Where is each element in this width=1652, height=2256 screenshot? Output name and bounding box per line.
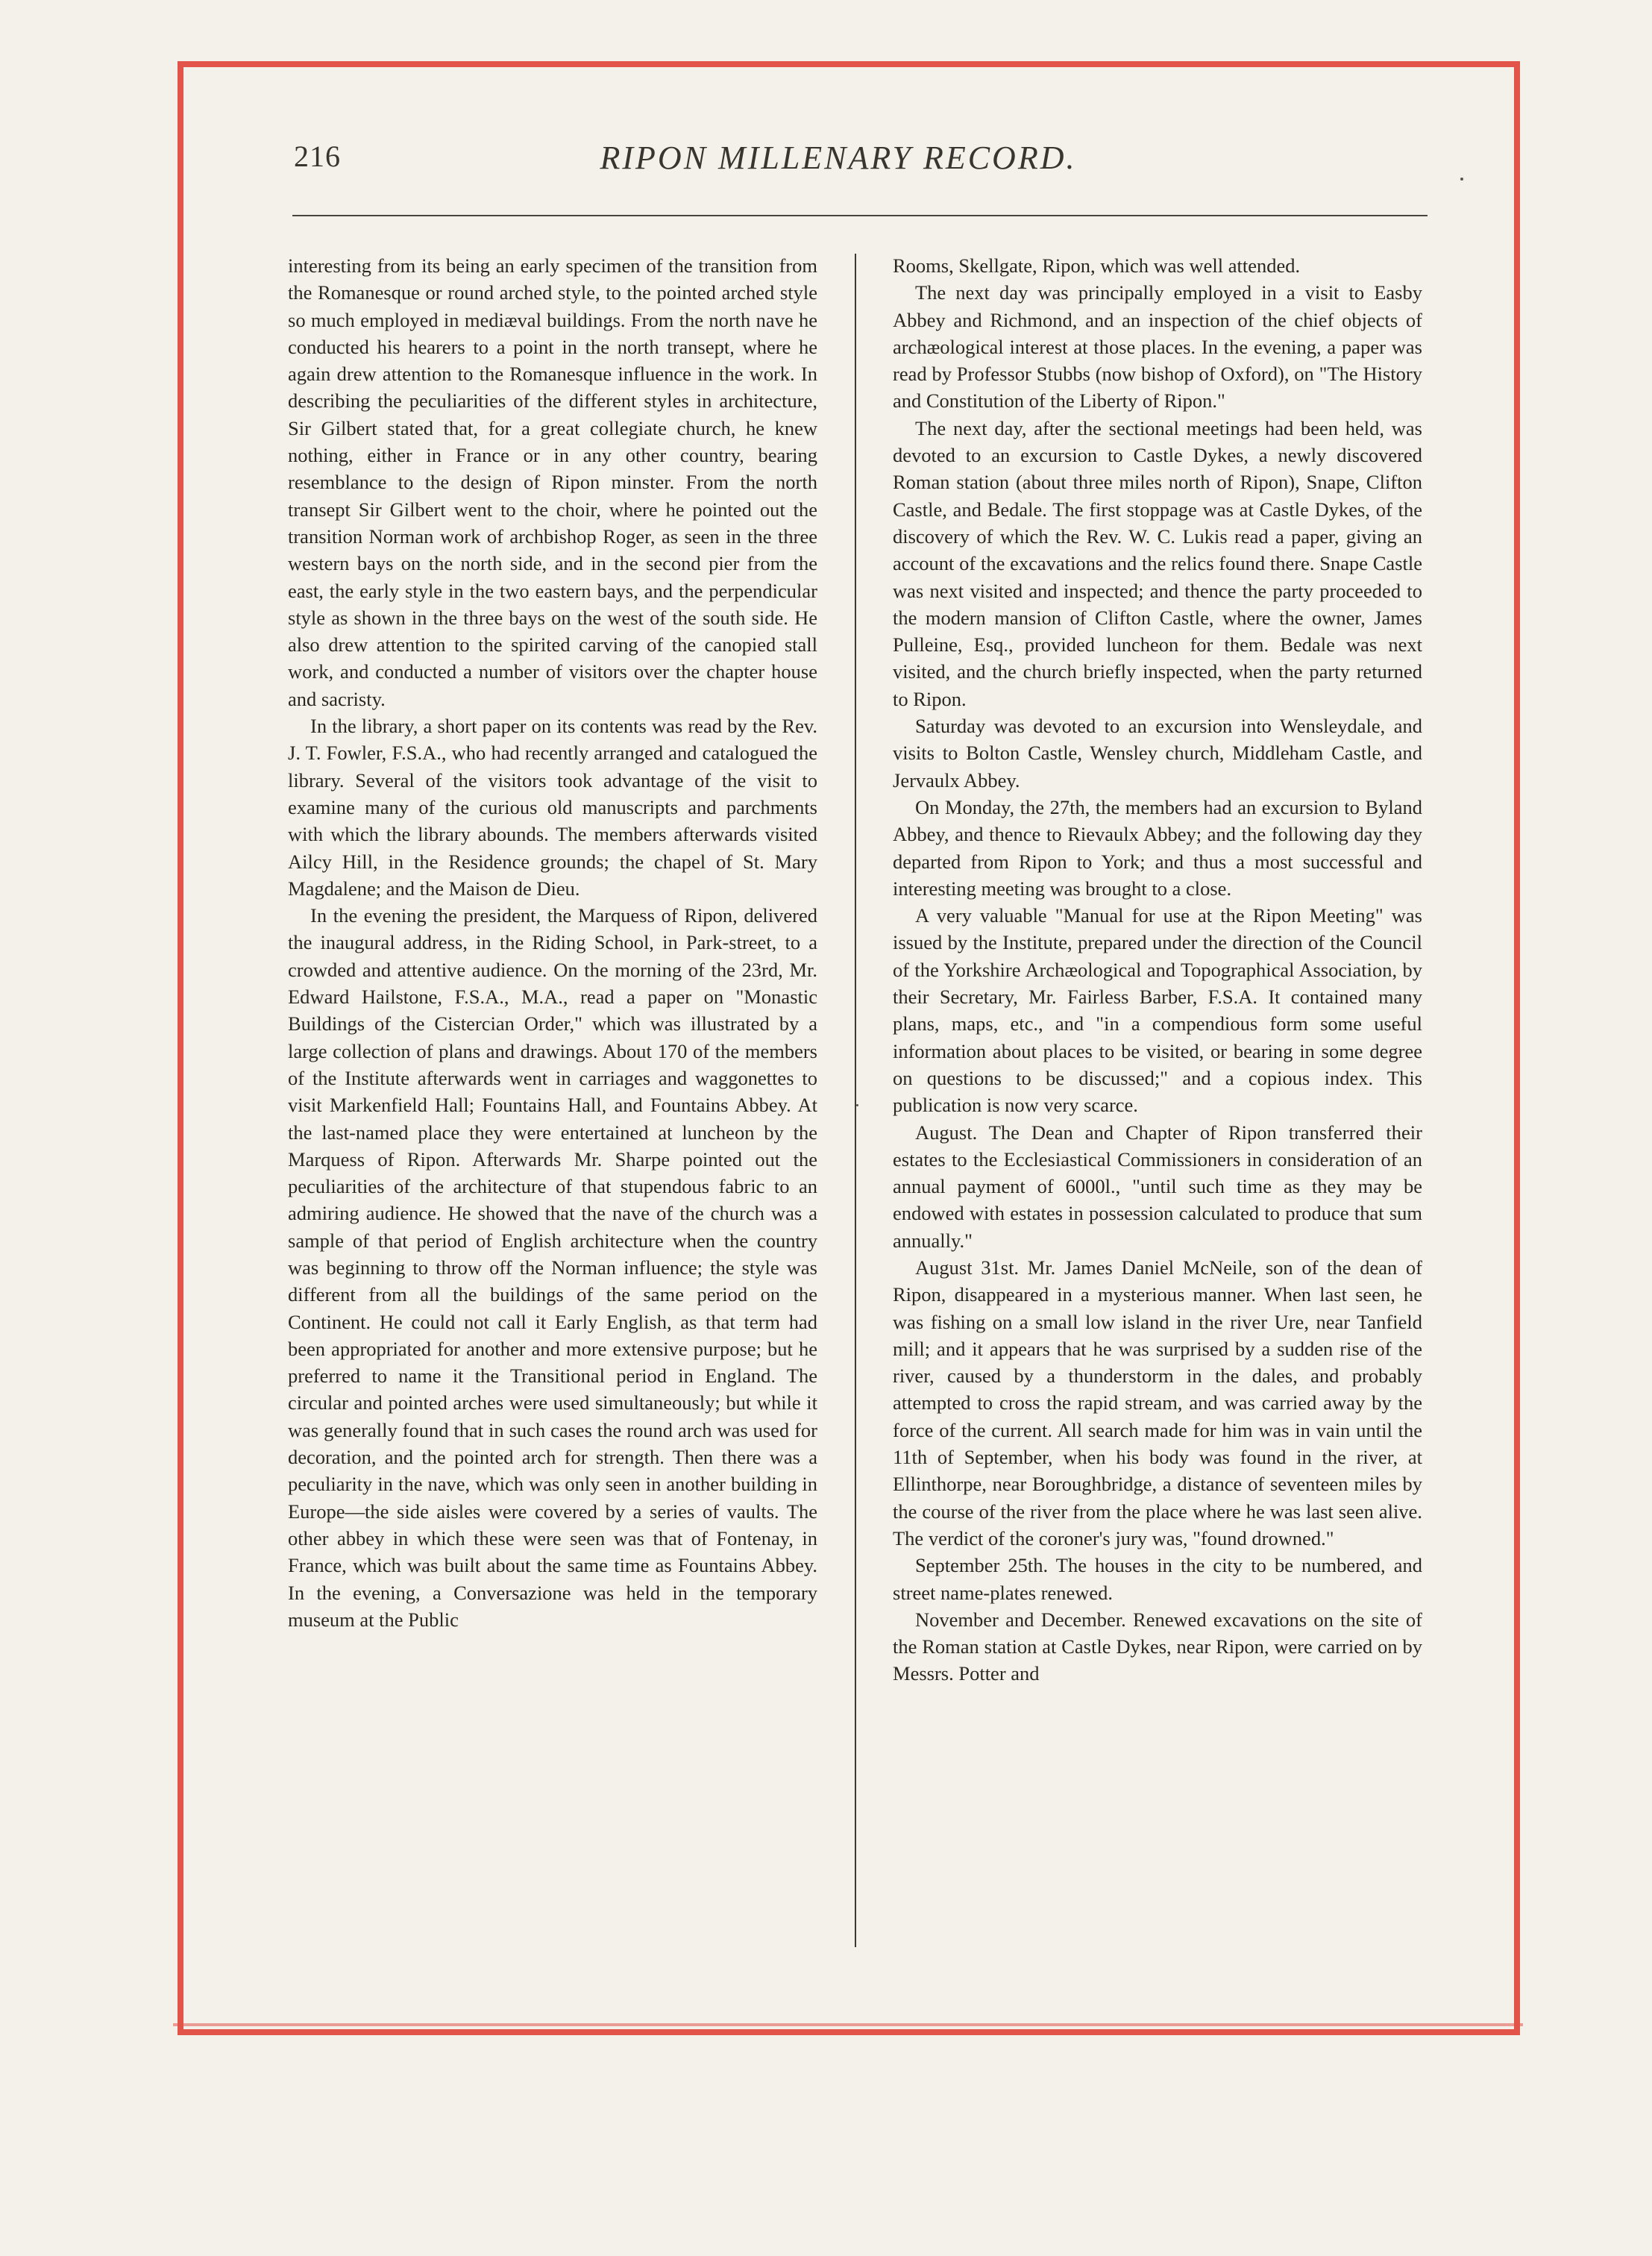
right-column bbox=[893, 252, 1422, 1688]
paragraph: Rooms, Skellgate, Ripon, which was well attended. bbox=[893, 254, 1301, 277]
paragraph: September 25th. The houses in the city to be numbered, and street name-plates renewed. bbox=[893, 1554, 1422, 1604]
paragraph: The next day, after the sectional meetings had been held, was devoted to an excursion to Castle Dykes, a newly discovered Roman station (about three miles north of Ripon), Snape, Clifton Castle, and Bedale. The first stoppage was at Castle Dykes, of the discovery of which the Rev. W. C. Lukis read a paper, giving an account of the excavations and the relics found there. Snape Castle was next visited and inspected; and thence the party proceeded to the modern mansion of Clifton Castle, where the owner, James Pulleine, Esq., provided luncheon for them. Bedale was next visited, and the church briefly inspected, when the party returned to Ripon. bbox=[893, 416, 1422, 710]
paragraph: On Monday, the 27th, the members had an excursion to Byland Abbey, and thence to Rievaulx Abbey; and the following day they departed from Ripon to York; and thus a most successful and interesting meeting was brought to a close. bbox=[893, 795, 1422, 900]
page-header bbox=[294, 139, 1428, 191]
paragraph: interesting from its being an early specimen of the transition from the Romanesque or round arched style, to the pointed arched style so much employed in mediæval buildings. From the north nave he conducted his hearers to a point in the north transept, where he again drew attention to the Romanesque influence in the work. In describing the peculiarities of the different styles in architecture, Sir Gilbert stated that, for a great collegiate church, he knew nothing, either in France or in any other country, bearing resemblance to the design of Ripon minster. From the north transept Sir Gilbert went to the choir, where he pointed out the transition Norman work of archbishop Roger, as seen in the three western bays on the north side, and in the second pier from the east, the early style in the two eastern bays, and the perpendicular style as shown in the three bays on the west of the south side. He also drew attention to the spirited carving of the canopied stall work, and conducted a number of visitors over the chapter house and sacristy. bbox=[288, 254, 817, 710]
paragraph: In the evening the president, the Marquess of Ripon, delivered the inaugural address, in the Riding School, in Park-street, to a crowded and attentive audience. On the morning of the 23rd, Mr. Edward Hailstone, F.S.A., M.A., read a paper on "Monastic Buildings of the Cistercian Order," which was illustrated by a large collection of plans and drawings. About 170 of the members of the Institute afterwards went in carriages and waggonettes to visit Markenfield Hall; Fountains Hall, and Fountains Abbey. At the last-named place they were entertained at luncheon by the Marquess of Ripon. Afterwards Mr. Sharpe pointed out the peculiarities of the architecture of that stupendous fabric to an admiring audience. He showed that the nave of the church was a sample of that period of English architecture when the country was beginning to throw off the Norman influence; the style was different from all the buildings of the same period on the Continent. He could not call it Early English, as that term had been appropriated for another and more extensive purpose; but he preferred to name it the Transitional period in England. The circular and pointed arches were used simultaneously; but while it was generally found that in such cases the round arch was used for decoration, and the pointed arch for strength. Then there was a peculiarity in the nave, which was only seen in another building in Europe—the side aisles were covered by a series of vaults. The other abbey in which these were seen was that of Fontenay, in France, which was built about the same time as Fountains Abbey. In the evening, a Conversazione was held in the temporary museum at the Public bbox=[288, 904, 817, 1631]
running-title: RIPON MILLENARY RECORD. bbox=[600, 140, 1077, 176]
paragraph: A very valuable "Manual for use at the Ripon Meeting" was issued by the Institute, prepared under the direction of the Council of the Yorkshire Archæological and Topographical Association, by their Secretary, Mr. Fairless Barber, F.S.A. It contained many plans, maps, etc., and "in a compendious form some useful information about places to be visited, or bearing in some degree on questions to be discussed;" and a copious index. This publication is now very scarce. bbox=[893, 904, 1422, 1117]
paragraph: Saturday was devoted to an excursion into Wensleydale, and visits to Bolton Castle, Wensley church, Middleham Castle, and Jervaulx Abbey. bbox=[893, 715, 1422, 792]
print-speck bbox=[1460, 178, 1463, 181]
paragraph: November and December. Renewed excavations on the site of the Roman station at Castle Dykes, near Ripon, were carried on by Messrs. Potter and bbox=[893, 1608, 1422, 1685]
paragraph: August 31st. Mr. James Daniel McNeile, son of the dean of Ripon, disappeared in a mysterious manner. When last seen, he was fishing on a small low island in the river Ure, near Tanfield mill; and it appears that he was surprised by a sudden rise of the river, caused by a thunderstorm in the dales, and probably attempted to cross the rapid stream, and was carried away by the force of the current. All search made for him was in vain until the 11th of September, when his body was found in the river, at Ellinthorpe, near Boroughbridge, a distance of seventeen miles by the course of the river from the place where he was last seen alive. The verdict of the coroner's jury was, "found drowned." bbox=[893, 1256, 1422, 1550]
paragraph: The next day was principally employed in a visit to Easby Abbey and Richmond, and an inspection of the chief objects of archæological interest at those places. In the evening, a paper was read by Professor Stubbs (now bishop of Oxford), on "The History and Constitution of the Liberty of Ripon." bbox=[893, 281, 1422, 413]
paragraph: August. The Dean and Chapter of Ripon transferred their estates to the Ecclesiastical Commissioners in consideration of an annual payment of 6000l., "until such time as they may be endowed with estates in possession calculated to produce that sum annually." bbox=[893, 1121, 1422, 1252]
left-column bbox=[288, 252, 817, 1633]
red-border-bottom-double-line bbox=[173, 2023, 1523, 2026]
page-number: 216 bbox=[294, 140, 341, 173]
print-speck bbox=[856, 1104, 858, 1106]
header-rule bbox=[292, 215, 1428, 216]
column-divider bbox=[855, 254, 856, 1947]
paragraph: In the library, a short paper on its contents was read by the Rev. J. T. Fowler, F.S.A., who had recently arranged and catalogued the library. Several of the visitors took advantage of the visit to examine many of the curious old manuscripts and parchments with which the library abounds. The members afterwards visited Ailcy Hill, in the Residence grounds; the chapel of St. Mary Magdalene; and the Maison de Dieu. bbox=[288, 715, 817, 900]
